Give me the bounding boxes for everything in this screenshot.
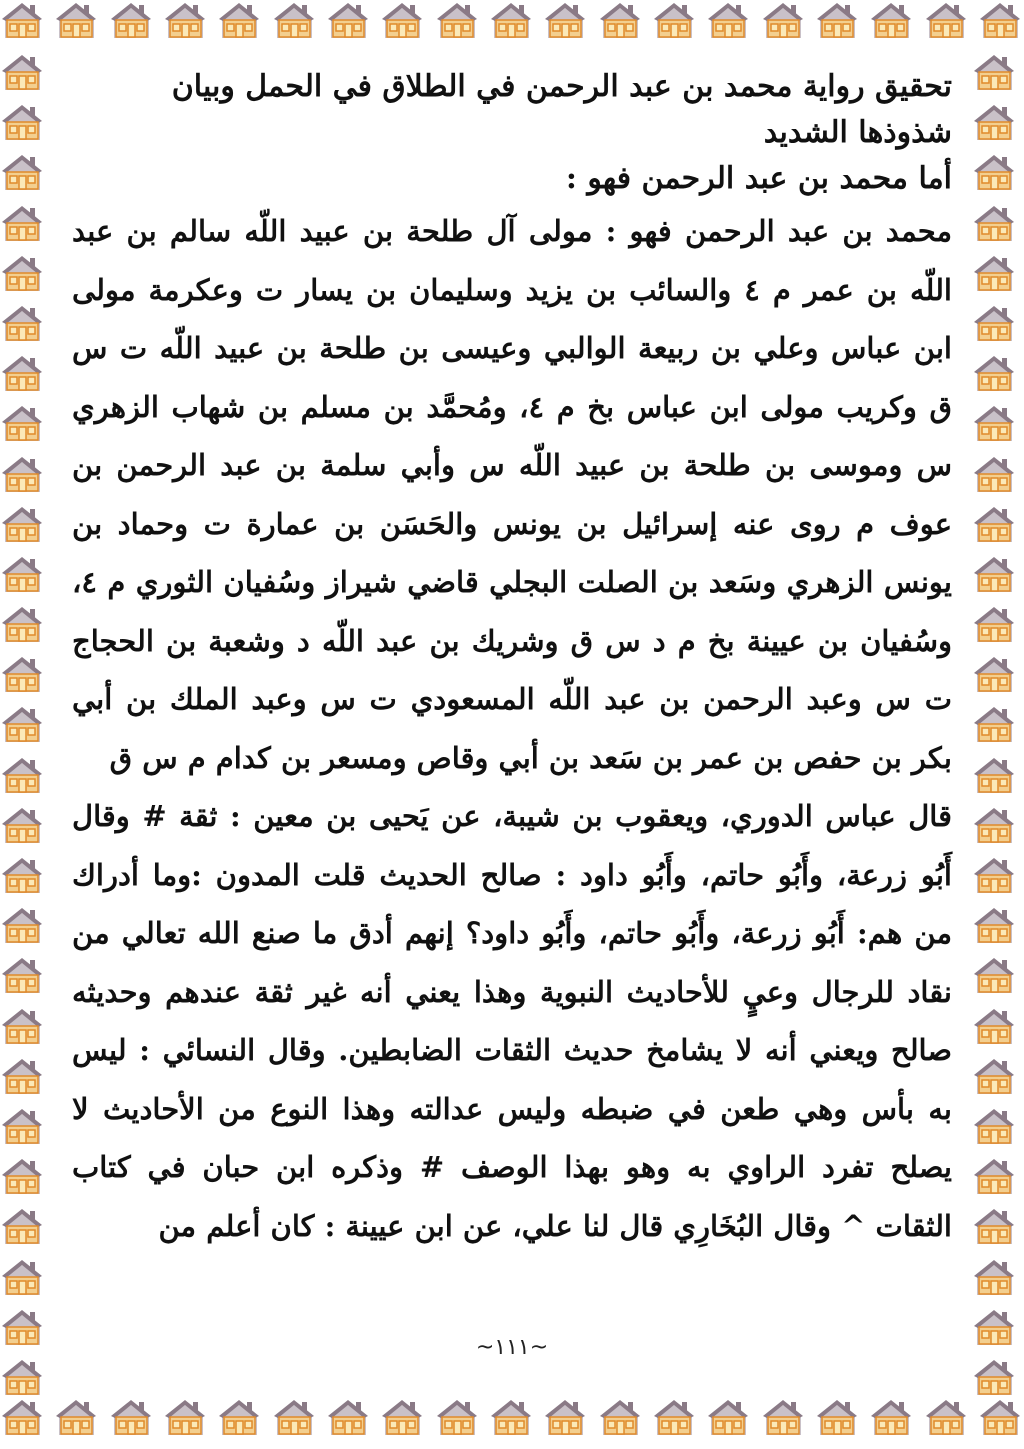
house-icon bbox=[924, 1397, 970, 1437]
house-icon bbox=[972, 253, 1018, 293]
house-icon bbox=[815, 1397, 861, 1437]
house-icon bbox=[972, 353, 1018, 393]
house-icon bbox=[972, 1206, 1018, 1246]
house-icon bbox=[978, 1397, 1024, 1437]
house-icon bbox=[109, 1397, 155, 1437]
paragraph-biography: محمد بن عبد الرحمن فهو : مولى آل طلحة بن عبيد اللّه سالم بن عبد اللّه بن عمر م ٤ والسائب بن يزيد وسليمان بن يسار ت وعكرمة مولى ابن عباس وعلي بن ربيعة الوالبي وعيسى بن طلحة بن عبيد اللّه ت س ق وكريب مولى ابن عباس بخ م ٤، ومُحمَّد بن مسلم بن شهاب الزهري س وموسى بن طلحة بن عبيد اللّه س وأبي سلمة بن عبد الرحمن بن عوف م روى عنه إسرائيل بن يونس والحَسَن بن عمارة ت وحماد بن يونس الزهري وسَعد بن الصلت البجلي قاضي شيراز وسُفيان الثوري م ٤، وسُفيان بن عيينة بخ م د س ق وشريك بن عبد اللّه د وشعبة بن الحجاج ت س وعبد الرحمن بن عبد اللّه المسعودي ت س وعبد الملك بن أبي بكر بن حفص بن عمر بن سَعد بن أبي وقاص ومسعر بن كدام م س ق bbox=[72, 214, 952, 775]
house-icon bbox=[972, 203, 1018, 243]
house-icon bbox=[0, 454, 46, 494]
house-icon bbox=[380, 1397, 426, 1437]
house-icon bbox=[272, 0, 318, 40]
house-icon bbox=[0, 1397, 46, 1437]
house-icon bbox=[0, 1056, 46, 1096]
paragraph-evaluation: قال عباس الدوري، ويعقوب بن شيبة، عن يَحيى بن معين : ثقة # وقال أَبُو زرعة، وأَبُو حاتم، وأَبُو داود : صالح الحديث قلت المدون :وما أدراك من هم: أَبُو زرعة، وأَبُو حاتم، وأَبُو داود؟ إنهم أدق ما صنع الله تعالي من نقاد للرجال وعيٍ للأحاديث النبوية وهذا يعني أنه غير ثقة عندهم وحديثه صالح ويعني أنه لا يشامخ حديث الثقات الضابطين. وقال النسائي : ليس به بأس وهي طعن في ضبطه وليس عدالته وهذا النوع من الأحاديث لا يصلح تفرد الراوي به وهو بهذا الوصف # وذكره ابن حبان في كتاب الثقات ^ وقال البُخَارِي قال لنا علي، عن ابن عيينة : كان أعلم من bbox=[72, 799, 952, 1243]
house-icon bbox=[0, 1006, 46, 1046]
house-icon bbox=[972, 1156, 1018, 1196]
house-icon bbox=[163, 0, 209, 40]
house-icon bbox=[972, 604, 1018, 644]
house-icon bbox=[972, 1357, 1018, 1397]
house-icon bbox=[0, 152, 46, 192]
house-icon bbox=[272, 1397, 318, 1437]
house-icon bbox=[0, 0, 46, 40]
house-icon bbox=[761, 0, 807, 40]
house-icon bbox=[972, 855, 1018, 895]
house-icon bbox=[972, 805, 1018, 845]
house-icon bbox=[652, 1397, 698, 1437]
house-icon bbox=[0, 353, 46, 393]
border-right bbox=[972, 52, 1024, 1397]
house-icon bbox=[972, 403, 1018, 443]
house-icon bbox=[0, 1206, 46, 1246]
house-icon bbox=[972, 554, 1018, 594]
house-icon bbox=[972, 303, 1018, 343]
house-icon bbox=[706, 0, 752, 40]
house-icon bbox=[0, 1257, 46, 1297]
house-icon bbox=[217, 1397, 263, 1437]
house-icon bbox=[0, 253, 46, 293]
house-icon bbox=[217, 0, 263, 40]
house-icon bbox=[163, 1397, 209, 1437]
house-icon bbox=[543, 0, 589, 40]
house-icon bbox=[326, 1397, 372, 1437]
house-icon bbox=[0, 504, 46, 544]
house-icon bbox=[598, 1397, 644, 1437]
house-icon bbox=[972, 152, 1018, 192]
house-icon bbox=[435, 0, 481, 40]
house-icon bbox=[652, 0, 698, 40]
house-icon bbox=[972, 52, 1018, 92]
house-icon bbox=[0, 855, 46, 895]
house-icon bbox=[0, 303, 46, 343]
document-page bbox=[72, 64, 952, 1364]
section-heading: أما محمد بن عبد الرحمن فهو : bbox=[565, 161, 952, 196]
house-icon bbox=[869, 0, 915, 40]
house-icon bbox=[972, 1056, 1018, 1096]
border-left bbox=[0, 52, 52, 1397]
house-icon bbox=[972, 1006, 1018, 1046]
house-icon bbox=[0, 403, 46, 443]
house-icon bbox=[0, 203, 46, 243]
house-icon bbox=[869, 1397, 915, 1437]
house-icon bbox=[0, 704, 46, 744]
house-icon bbox=[972, 1106, 1018, 1146]
house-icon bbox=[0, 1156, 46, 1196]
house-icon bbox=[972, 955, 1018, 995]
house-icon bbox=[972, 704, 1018, 744]
house-icon bbox=[972, 755, 1018, 795]
house-icon bbox=[0, 604, 46, 644]
house-icon bbox=[972, 504, 1018, 544]
house-icon bbox=[972, 654, 1018, 694]
house-icon bbox=[972, 454, 1018, 494]
house-icon bbox=[0, 755, 46, 795]
house-icon bbox=[0, 1357, 46, 1397]
house-icon bbox=[706, 1397, 752, 1437]
border-top bbox=[0, 0, 1024, 52]
house-icon bbox=[924, 0, 970, 40]
house-icon bbox=[0, 905, 46, 945]
house-icon bbox=[972, 905, 1018, 945]
house-icon bbox=[0, 955, 46, 995]
house-icon bbox=[0, 1106, 46, 1146]
house-icon bbox=[435, 1397, 481, 1437]
house-icon bbox=[978, 0, 1024, 40]
house-icon bbox=[0, 654, 46, 694]
house-icon bbox=[380, 0, 426, 40]
house-icon bbox=[815, 0, 861, 40]
house-icon bbox=[326, 0, 372, 40]
house-icon bbox=[109, 0, 155, 40]
house-icon bbox=[598, 0, 644, 40]
house-icon bbox=[0, 554, 46, 594]
house-icon bbox=[0, 805, 46, 845]
document-title: تحقيق رواية محمد بن عبد الرحمن في الطلاق في الحمل وبيان شذوذها الشديد bbox=[171, 69, 952, 150]
house-icon bbox=[489, 0, 535, 40]
page-number: ~١١١~ bbox=[475, 1335, 549, 1360]
house-icon bbox=[543, 1397, 589, 1437]
house-icon bbox=[972, 102, 1018, 142]
house-icon bbox=[54, 1397, 100, 1437]
house-icon bbox=[54, 0, 100, 40]
border-bottom bbox=[0, 1397, 1024, 1449]
house-icon bbox=[489, 1397, 535, 1437]
house-icon bbox=[972, 1257, 1018, 1297]
house-icon bbox=[0, 102, 46, 142]
house-icon bbox=[0, 52, 46, 92]
house-icon bbox=[761, 1397, 807, 1437]
